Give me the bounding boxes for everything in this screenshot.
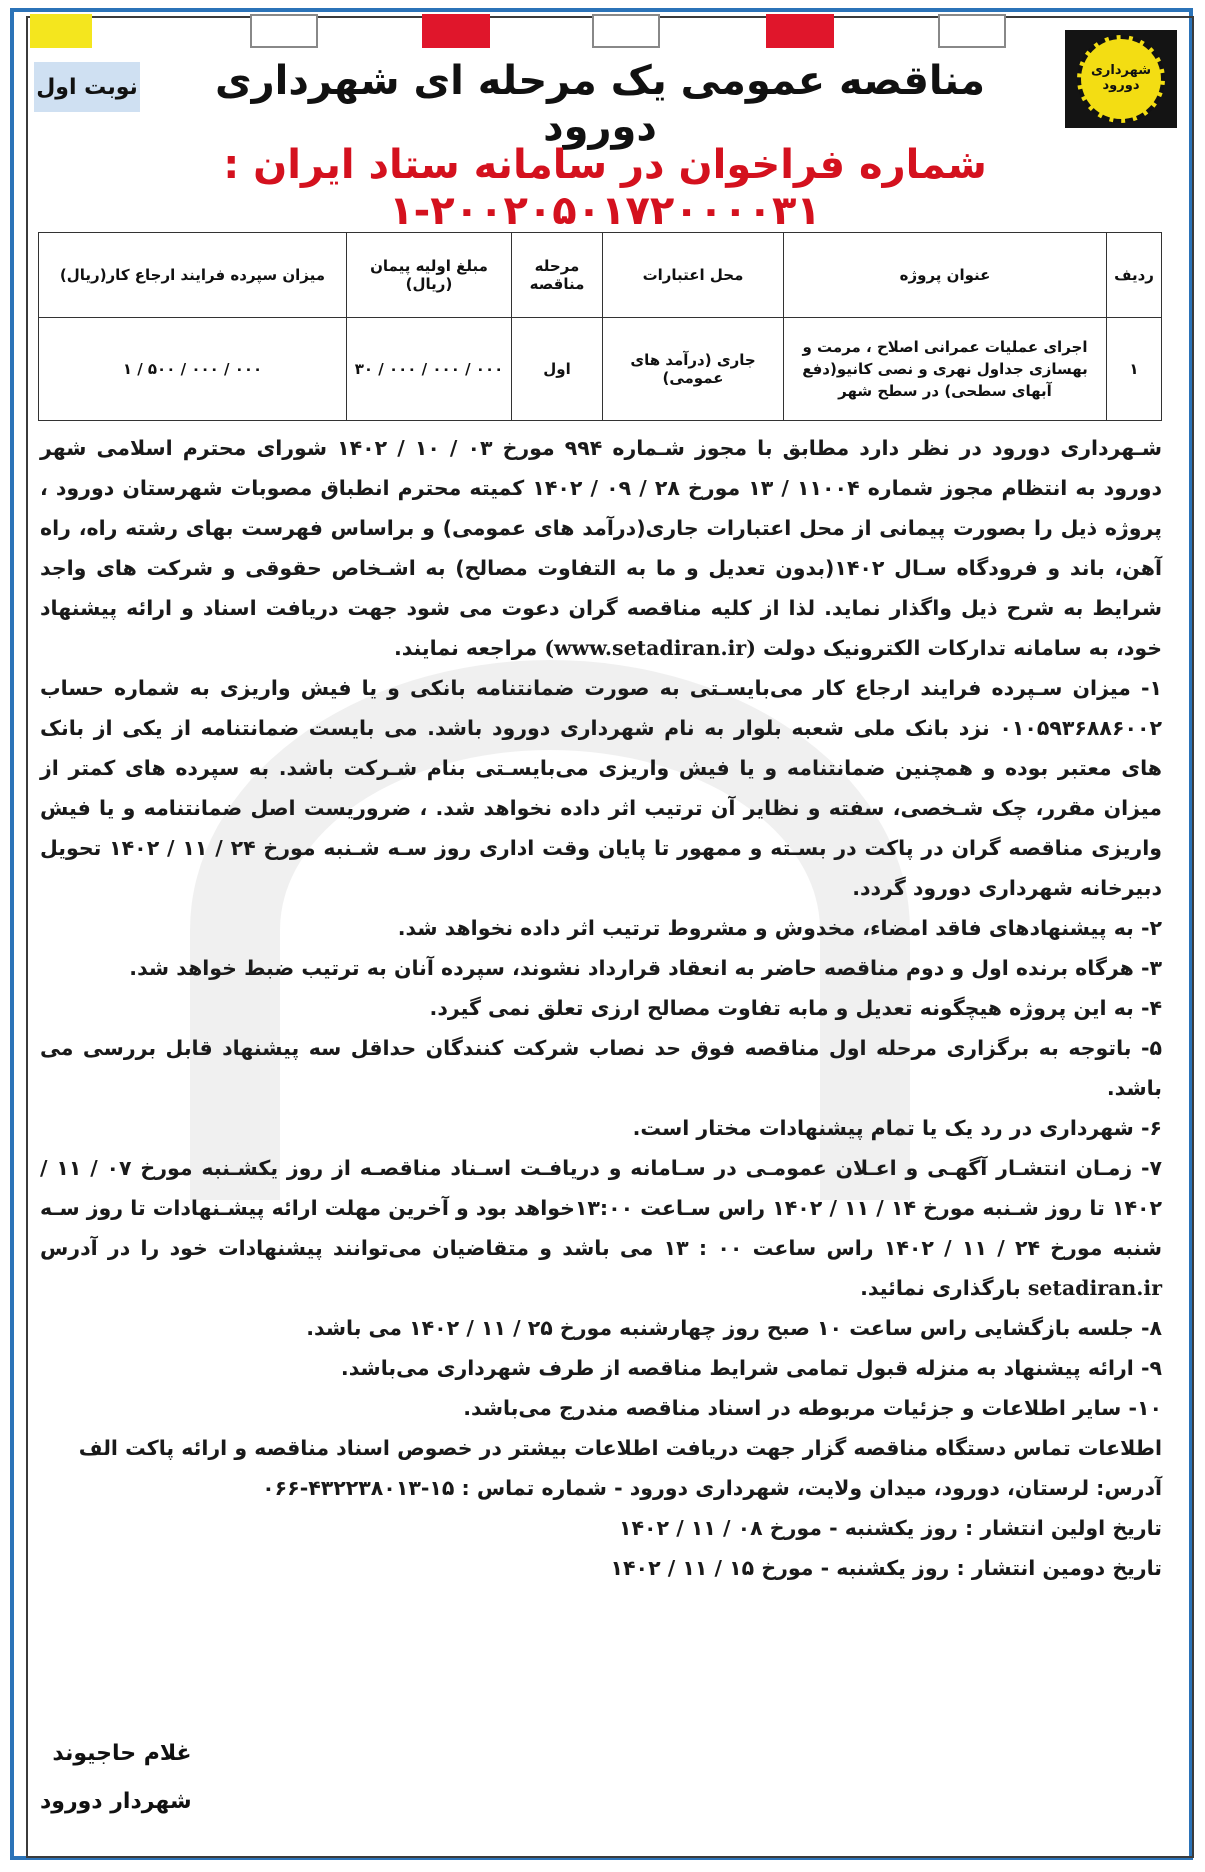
white-bar: [938, 14, 1006, 48]
condition-item-3: ۳- هرگاه برنده اول و دوم مناقصه حاضر به انعقاد قرارداد نشوند، سپرده آنان به ترتیب ضبط خواهد شد.: [129, 956, 1162, 980]
header-cell: عنوان پروژه: [784, 233, 1107, 318]
logo-text-1: شهرداری: [1091, 63, 1151, 79]
intro-paragraph: [40, 428, 1162, 668]
call-number: شماره فراخوان در سامانه ستاد ایران : ۲۰۰۲۰۵۰۱۷۲۰۰۰۰۳۱-۱: [223, 142, 987, 234]
edition-badge: نوبت اول: [34, 62, 140, 112]
condition-item-6: ۶- شهرداری در رد یک یا تمام پیشنهادات مختار است.: [632, 1116, 1162, 1140]
header-cell: ردیف: [1107, 233, 1162, 318]
item7-end-text: بارگذاری نمائید.: [860, 1276, 1021, 1300]
tender-stage: اول: [512, 318, 603, 421]
condition-item-1: ۱- میزان سـپرده فرایند ارجاع کار می‌بایسـتی به صورت ضمانتنامه بانکی و یا فیش واریزی به شماره حساب ۰۱۰۵۹۳۶۸۸۶۰۰۲ نزد بانک ملی شعبه بلوار به نام شهرداری دورود باشد. می بایست ضمانتنامه از یکی از بانک های معتبر بوده و همچنین ضمانتنامه و یا فیش واریزی می‌بایسـتی بنام شـرکت باشد. به سپرده های کمتر از میزان مقرر، چک شـخصی، سفته و نظایر آن ترتیب اثر داده نخواهد شد. ، ضروریست اصل ضمانتنامه و یا فیش واریزی مناقصه گران در پاکت در بسـته و ممهور تا پایان وقت اداری روز سـه شـنبه مورخ ۲۴ / ۱۱ / ۱۴۰۲ تحویل دبیرخانه شهرداری دورود گردد.: [40, 676, 1163, 900]
announcement-body: [40, 428, 1162, 1588]
setad-url-link[interactable]: (www.setadiran.ir): [544, 636, 756, 660]
white-bar: [250, 14, 318, 48]
contact-line: اطلاعات تماس دستگاه مناقصه گزار جهت دریافت اطلاعات بیشتر در خصوص اسناد مناقصه و ارائه پاکت الف: [78, 1436, 1162, 1460]
condition-item-4: ۴- به این پروژه هیچگونه تعدیل و مابه تفاوت مصالح ارزی تعلق نمی گیرد.: [429, 996, 1162, 1020]
signatory-name: غلام حاجیوند: [52, 1741, 192, 1766]
header-cell: میزان سپرده فرایند ارجاع کار(ریال): [39, 233, 347, 318]
condition-item-2: ۲- به پیشنهادهای فاقد امضاء، مخدوش و مشروط ترتیب اثر داده نخواهد شد.: [397, 916, 1162, 940]
condition-item-9: ۹- ارائه پیشنهاد به منزله قبول تمامی شرایط مناقصه از طرف شهرداری می‌باشد.: [340, 1356, 1162, 1380]
header-cell: مرحله مناقصه: [512, 233, 603, 318]
logo-emblem: [1077, 35, 1165, 123]
condition-item-5: ۵- باتوجه به برگزاری مرحله اول مناقصه فوق حد نصاب شرکت کنندگان حداقل سه پیشنهاد قابل بررسی می باشد.: [40, 1036, 1162, 1100]
condition-item-10: ۱۰- سایر اطلاعات و جزئیات مربوطه در اسناد مناقصه مندرج می‌باشد.: [463, 1396, 1162, 1420]
logo-text-2: دورود: [1102, 78, 1140, 93]
condition-item-8: ۸- جلسه بازگشایی راس ساعت ۱۰ صبح روز چهارشنبه مورخ ۲۵ / ۱۱ / ۱۴۰۲ می باشد.: [306, 1316, 1162, 1340]
item7-text: ۷- زمـان انتشـار آگهـی و اعـلان عمومـی در سـامانه و دریافـت اسـناد مناقصـه از روز یکشـنبه مورخ ۰۷ / ۱۱ / ۱۴۰۲ تا روز شـنبه مورخ ۱۴ / ۱۱ / ۱۴۰۲ راس سـاعت ۱۳:۰۰خواهد بود و آخرین مهلت ارائه پیشـنهادات تا روز سـه شنبه مورخ ۲۴ / ۱۱ / ۱۴۰۲ راس ساعت ۰۰ : ۱۳ می باشد و متقاضیان می‌توانند پیشنهادات خود را در آدرس: [40, 1156, 1163, 1260]
funding-source: جاری (درآمد های عمومی): [603, 318, 784, 421]
intro-text: شـهرداری دورود در نظر دارد مطابق با مجوز شـماره ۹۹۴ مورخ ۰۳ / ۱۰ / ۱۴۰۲ شورای محترم اسلامی شهر دورود به انتظام مجوز شماره ۱۱۰۰۴ / ۱۳ مورخ ۲۸ / ۰۹ / ۱۴۰۲ کمیته محترم انطباق مصوبات شهرستان دورود ، پروژه ذیل را بصورت پیمانی از محل اعتبارات جاری(درآمد های عمومی) و براساس فهرست بهای رشته راه، راه آهن، باند و فرودگاه سـال ۱۴۰۲(بدون تعدیل و ما به التفاوت مصالح) به اشـخاص حقوقی و شرکت های واجد شرایط به شرح ذیل واگذار نماید. لذا از کلیه مناقصه گران دعوت می شود جهت دریافت اسناد و ارائه پیشنهاد خود، به سامانه تدارکات الکترونیک دولت: [40, 436, 1163, 660]
red-bar: [766, 14, 834, 48]
intro-end-text: مراجعه نمایند.: [393, 636, 538, 660]
table-row: [39, 318, 1162, 421]
red-bar: [422, 14, 490, 48]
address-line: آدرس: لرستان، دورود، میدان ولایت، شهرداری دورود - شماره تماس : ۱۵-۴۳۲۲۳۸۰۱۳-۰۶۶: [262, 1476, 1162, 1500]
header-cell: محل اعتبارات: [603, 233, 784, 318]
top-color-bars: [0, 14, 1205, 50]
signature-block: [40, 1730, 192, 1826]
signatory-position: شهردار دورود: [40, 1789, 192, 1814]
deposit-amount: ۰۰۰ / ۰۰۰ / ۵۰۰ / ۱: [39, 318, 347, 421]
project-title: اجرای عملیات عمرانی اصلاح ، مرمت و بهسازی جداول نهری و نصی کانیو(دفع آبهای سطحی) در سطح شهر: [784, 318, 1107, 421]
white-bar: [592, 14, 660, 48]
page-title: مناقصه عمومی یک مرحله ای شهرداری دورود: [214, 58, 986, 150]
header-cell: مبلغ اولیه پیمان (ریال): [347, 233, 512, 318]
project-table: [38, 232, 1162, 421]
row-index: ۱: [1107, 318, 1162, 421]
yellow-bar: [30, 14, 92, 48]
contract-amount: ۰۰۰ / ۰۰۰ / ۰۰۰ / ۳۰: [347, 318, 512, 421]
second-publication-date: تاریخ دومین انتشار : روز یکشنبه - مورخ ۱۵ / ۱۱ / ۱۴۰۲: [610, 1556, 1162, 1580]
first-publication-date: تاریخ اولین انتشار : روز یکشنبه - مورخ ۰۸ / ۱۱ / ۱۴۰۲: [619, 1516, 1162, 1540]
table-header-row: [39, 233, 1162, 318]
municipality-logo: [1065, 30, 1177, 128]
condition-item-7: [40, 1148, 1162, 1308]
setadiran-link[interactable]: setadiran.ir: [1027, 1276, 1162, 1300]
